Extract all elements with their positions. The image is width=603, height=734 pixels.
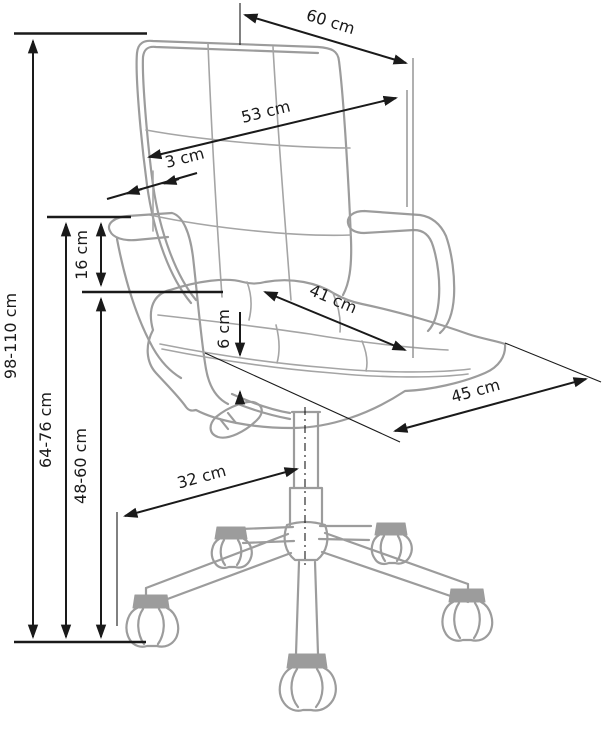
backrest-width-label: 53 cm [239, 96, 293, 127]
backrest-outline [137, 41, 352, 303]
dimension-armrest-above-seat [72, 224, 101, 285]
dimension-seat-surface-width [265, 280, 405, 350]
base-leg-span-label: 32 cm [174, 460, 229, 493]
overall-height-label: 98-110 cm [1, 292, 20, 380]
caster-wheels [126, 535, 492, 711]
gas-lift [285, 412, 328, 560]
seat-surface-width-label: 41 cm [306, 280, 360, 318]
backrest-thickness-arrow-1 [127, 189, 142, 194]
caster-caps [133, 523, 485, 668]
armrest-above-seat-label: 16 cm [72, 230, 91, 280]
dimension-backrest-thickness [107, 144, 206, 199]
seat-depth-extension-right [505, 343, 601, 382]
chair-drawing [109, 41, 505, 711]
backrest-seams [146, 44, 351, 300]
seat-height-label: 48-60 cm [71, 428, 90, 504]
armrest-right [348, 211, 454, 333]
base-legs [146, 526, 468, 654]
dimension-armrest-height [36, 224, 66, 637]
seat-depth-label: 45 cm [448, 374, 503, 407]
cushion-thickness-label: 6 cm [214, 309, 233, 349]
armrest-left [109, 213, 228, 404]
backrest-thickness-label: 3 cm [163, 143, 207, 172]
armrest-height-label: 64-76 cm [36, 392, 55, 468]
backrest-top-width-label: 60 cm [304, 5, 358, 39]
dimension-overall-height [1, 41, 33, 637]
dimension-seat-height [71, 299, 101, 637]
